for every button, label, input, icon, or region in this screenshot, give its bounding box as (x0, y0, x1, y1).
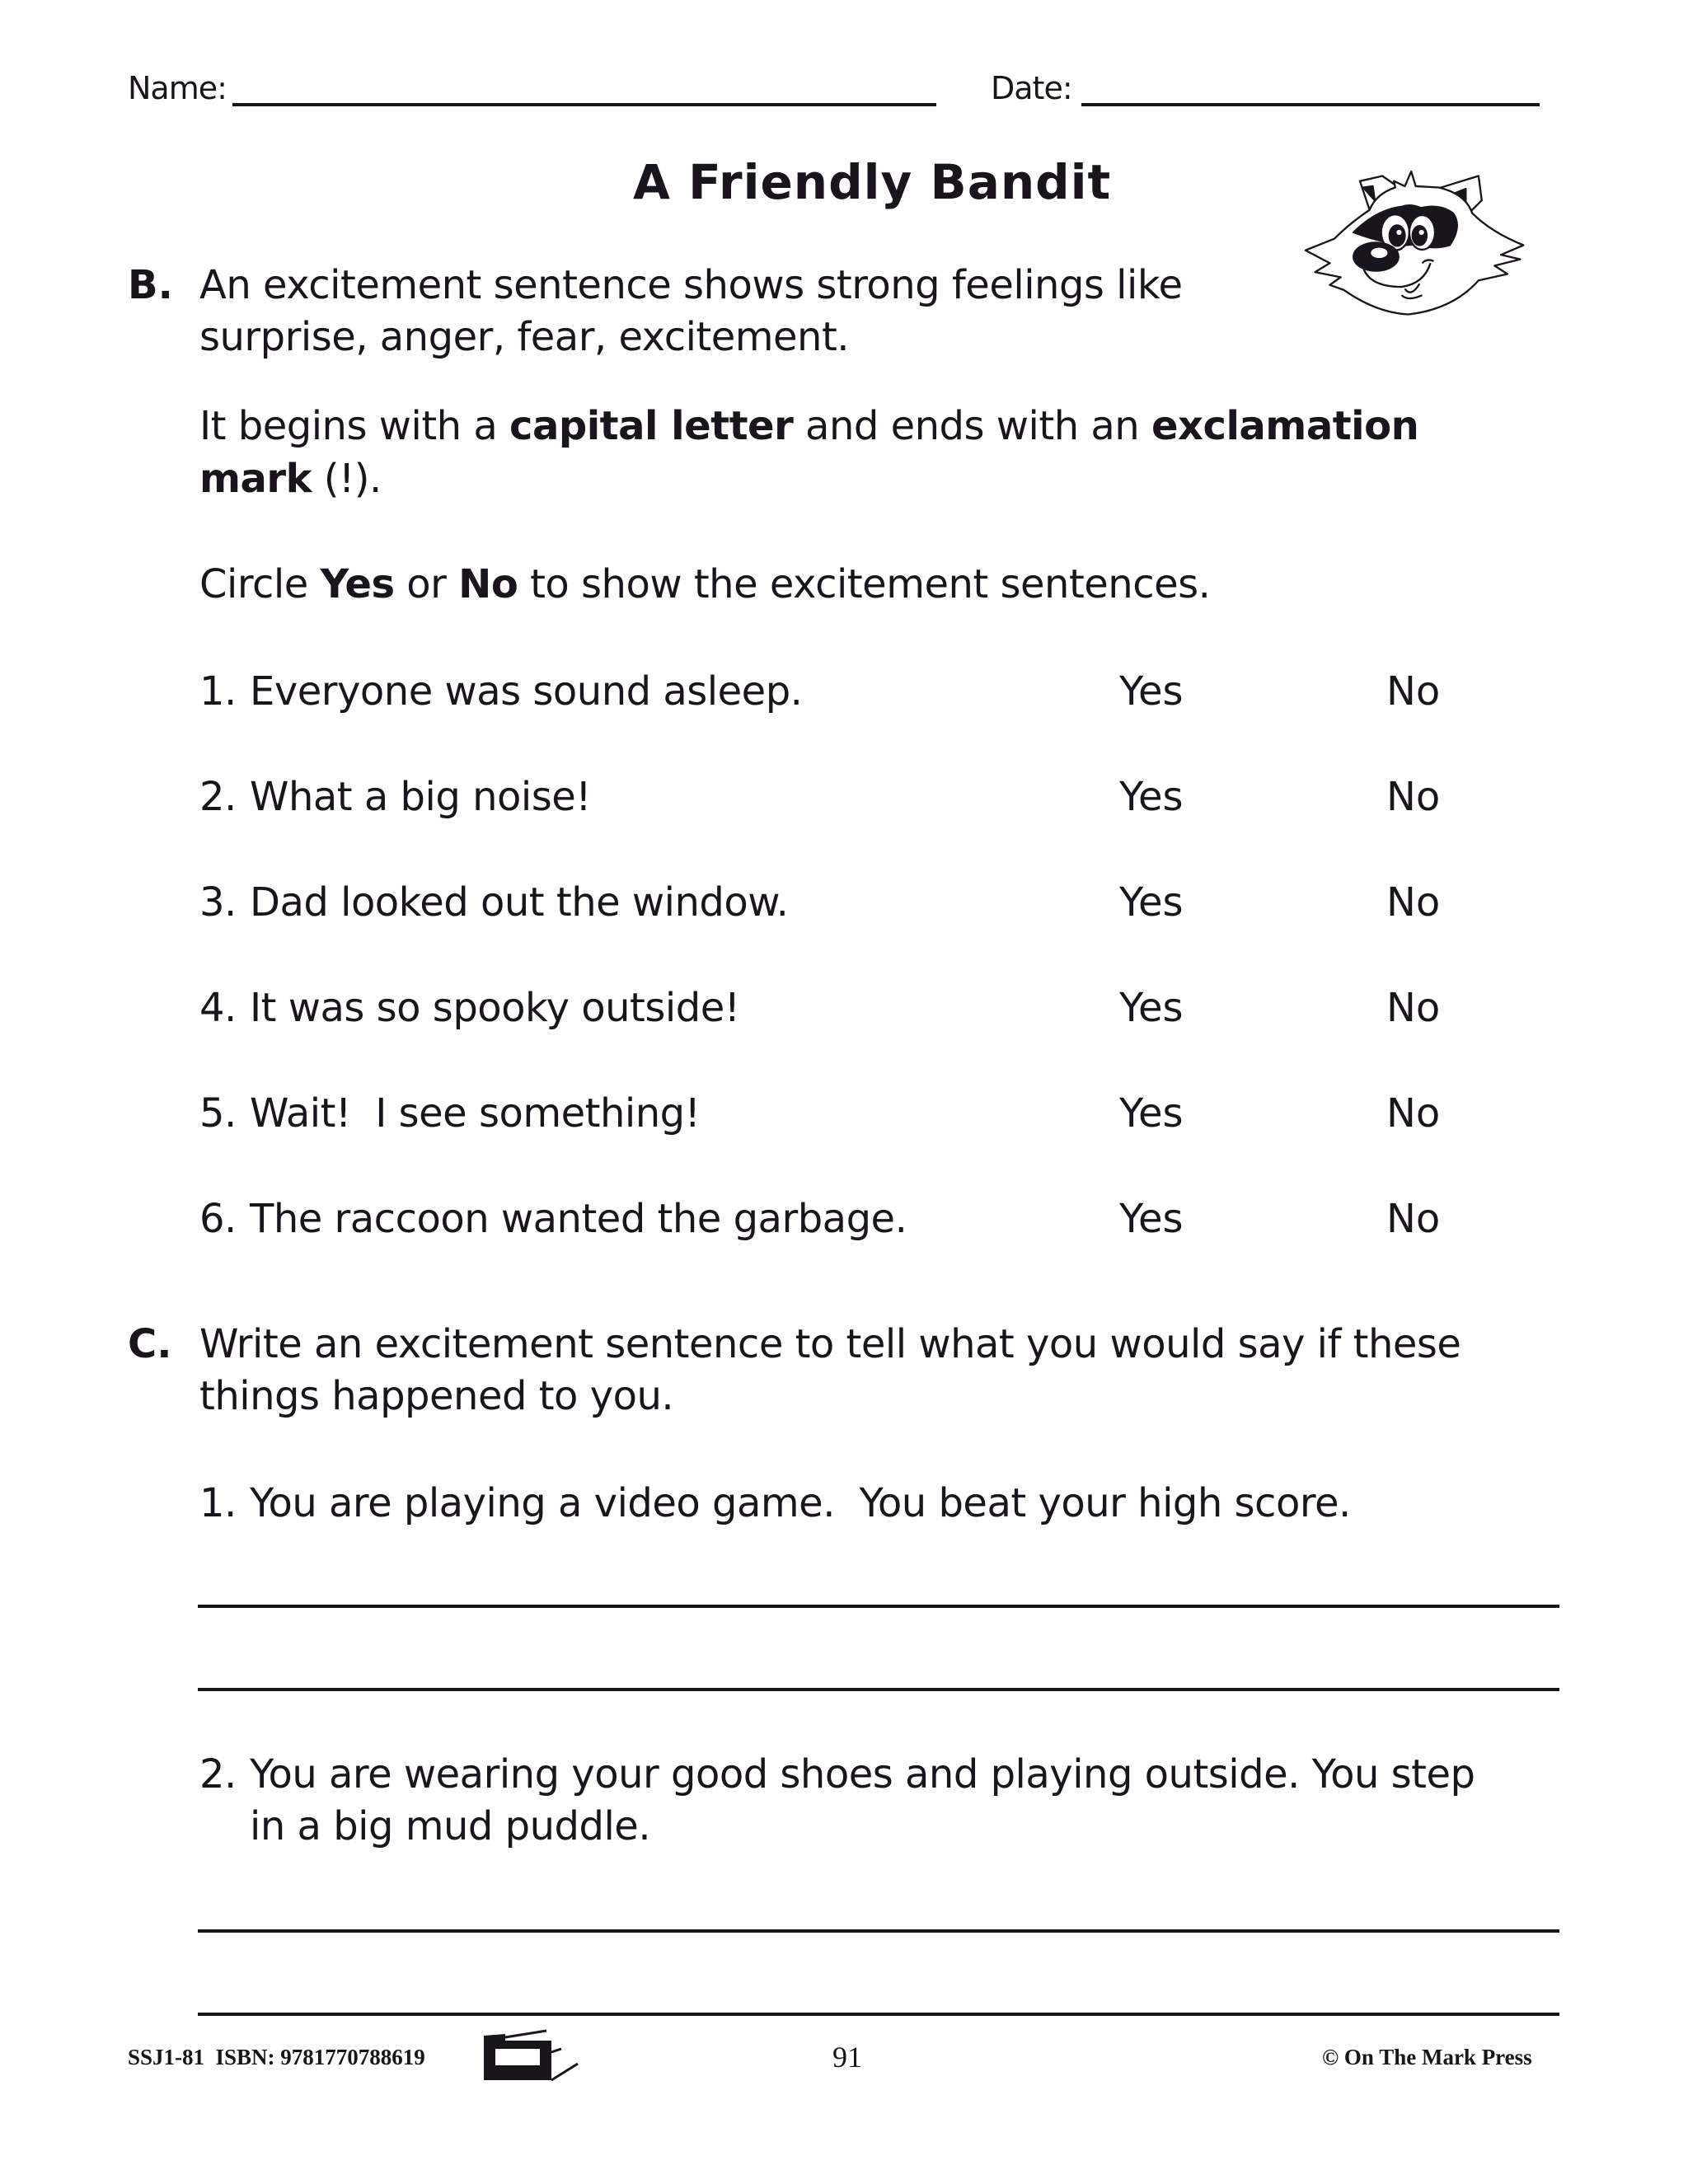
instruction-yes: Yes (320, 561, 395, 607)
section-c-label: C. (128, 1321, 172, 1367)
section-b-label: B. (128, 262, 173, 308)
answer-yes-option[interactable]: Yes (1119, 879, 1184, 926)
page-number: 91 (832, 2041, 862, 2074)
answer-no-option[interactable]: No (1386, 985, 1441, 1031)
prompt-text: You are wearing your good shoes and playing outside. You step (250, 1751, 1475, 1797)
name-label: Name: (128, 70, 227, 106)
rule-emphasis-exclamation: exclamation (1151, 403, 1419, 449)
instruction-text: Circle (199, 561, 321, 607)
date-field[interactable] (1081, 103, 1540, 106)
section-b-rule-line2 (199, 456, 382, 502)
prompt-text-continued: in a big mud puddle. (250, 1803, 651, 1849)
prompt-text: You are playing a video game. You beat your high score. (250, 1480, 1351, 1526)
footer-copyright: © On The Mark Press (1322, 2045, 1532, 2069)
section-c-intro-line1: Write an excitement sentence to tell what you would say if these (199, 1321, 1461, 1367)
section-b-intro-line2: surprise, anger, fear, excitement. (199, 314, 850, 360)
question-number: 1. (199, 668, 237, 715)
rule-emphasis-mark: mark (199, 456, 312, 502)
question-text: It was so spooky outside! (250, 985, 740, 1031)
answer-no-option[interactable]: No (1386, 774, 1441, 820)
instruction-text: or (394, 561, 459, 607)
answer-yes-option[interactable]: Yes (1119, 668, 1184, 715)
name-field[interactable] (232, 103, 936, 106)
answer-yes-option[interactable]: Yes (1119, 985, 1184, 1031)
answer-no-option[interactable]: No (1386, 879, 1441, 926)
answer-line-1b[interactable] (198, 1688, 1559, 1691)
question-text: The raccoon wanted the garbage. (250, 1196, 907, 1242)
instruction-text: to show the excitement sentences. (518, 561, 1211, 607)
answer-no-option[interactable]: No (1386, 668, 1441, 715)
answer-yes-option[interactable]: Yes (1119, 1196, 1184, 1242)
prompt-number: 1. (199, 1480, 237, 1526)
question-number: 3. (199, 879, 237, 926)
section-b-instruction (199, 561, 1211, 607)
photocopier-icon (482, 2029, 581, 2082)
section-b-intro-line1: An excitement sentence shows strong feelings like (199, 262, 1183, 308)
raccoon-face-icon (1273, 148, 1562, 342)
question-text: Everyone was sound asleep. (250, 668, 803, 715)
rule-text: It begins with a (199, 403, 509, 449)
question-text: What a big noise! (250, 774, 591, 820)
question-text: Wait! I see something! (250, 1090, 701, 1137)
answer-line-2b[interactable] (198, 2013, 1559, 2016)
question-text: Dad looked out the window. (250, 879, 789, 926)
answer-yes-option[interactable]: Yes (1119, 774, 1184, 820)
question-number: 2. (199, 774, 237, 820)
answer-line-1a[interactable] (198, 1605, 1559, 1608)
rule-emphasis-capital-letter: capital letter (509, 403, 794, 449)
question-number: 4. (199, 985, 237, 1031)
date-label: Date: (991, 70, 1072, 106)
section-b-rule-line1 (199, 403, 1419, 449)
answer-no-option[interactable]: No (1386, 1090, 1441, 1137)
question-number: 6. (199, 1196, 237, 1242)
prompt-number: 2. (199, 1751, 237, 1797)
answer-yes-option[interactable]: Yes (1119, 1090, 1184, 1137)
rule-text: and ends with an (793, 403, 1151, 449)
rule-text: (!). (312, 456, 382, 502)
question-number: 5. (199, 1090, 237, 1137)
answer-no-option[interactable]: No (1386, 1196, 1441, 1242)
instruction-no: No (458, 561, 518, 607)
footer-isbn: SSJ1-81 ISBN: 9781770788619 (128, 2045, 425, 2069)
page-title: A Friendly Bandit (633, 154, 1112, 210)
answer-line-2a[interactable] (198, 1929, 1559, 1933)
section-c-intro-line2: things happened to you. (199, 1373, 674, 1419)
